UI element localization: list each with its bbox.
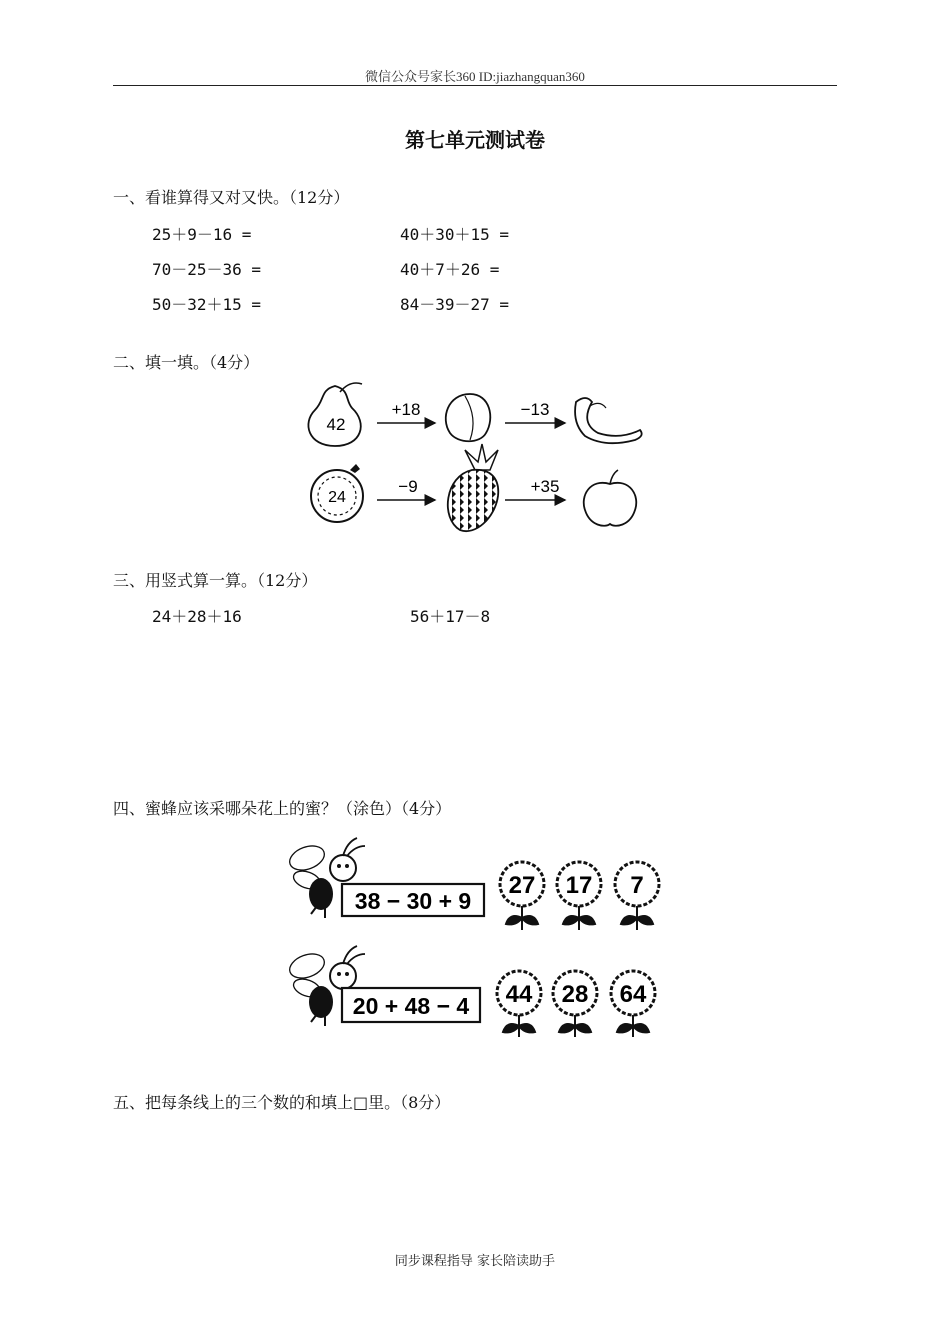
apple-icon	[584, 470, 637, 526]
section1-heading: 一、看谁算得又对又快。（12分）	[113, 188, 350, 207]
flower-icon	[557, 862, 601, 930]
pineapple-icon	[448, 444, 498, 531]
page-header: 微信公众号家长360 ID:jiazhangquan360	[365, 69, 585, 84]
operation-label: +35	[530, 477, 560, 496]
flower-number: 28	[561, 981, 589, 1008]
pear-number: 42	[326, 415, 346, 434]
flower-number: 17	[565, 872, 593, 899]
pear-icon	[308, 383, 362, 446]
section2-heading: 二、填一填。（4分）	[113, 353, 260, 372]
flower-number: 27	[508, 872, 536, 899]
peach-icon	[446, 394, 491, 441]
header-rule	[113, 85, 837, 86]
equation: 70－25－36 =	[152, 260, 262, 279]
vertical-problem: 24＋28＋16	[152, 607, 242, 626]
equation: 84－39－27 =	[400, 295, 510, 314]
flower-icon	[611, 971, 655, 1037]
operation-label: −9	[398, 477, 418, 496]
equation: 50－32＋15 =	[152, 295, 262, 314]
vertical-problem: 56＋17－8	[410, 607, 491, 626]
equation: 25＋9－16 =	[152, 225, 252, 244]
bee-expression: 38 − 30 + 9	[354, 888, 472, 914]
flower-number: 7	[630, 872, 644, 899]
flower-icon	[615, 862, 659, 930]
bee-flower-figure	[285, 832, 675, 1042]
flower-number: 44	[505, 981, 533, 1008]
flower-icon	[553, 971, 597, 1037]
section4-heading: 四、蜜蜂应该采哪朵花上的蜜？（涂色）（4分）	[113, 799, 452, 818]
section5-heading: 五、把每条线上的三个数的和填上□里。（8分）	[113, 1093, 451, 1112]
flower-icon	[500, 862, 544, 930]
page-footer: 同步课程指导 家长陪读助手	[394, 1254, 556, 1269]
operation-label: −13	[520, 400, 550, 419]
flower-icon	[497, 971, 541, 1037]
watermelon-icon	[311, 464, 363, 522]
page-title: 第七单元测试卷	[405, 128, 545, 152]
section3-heading: 三、用竖式算一算。（12分）	[113, 571, 318, 590]
operation-label: +18	[391, 400, 421, 419]
equation: 40＋30＋15 =	[400, 225, 510, 244]
watermelon-number: 24	[328, 489, 346, 506]
bee-expression: 20 + 48 − 4	[352, 993, 470, 1019]
flower-number: 64	[619, 981, 647, 1008]
fruit-chain-figure	[300, 378, 650, 533]
banana-icon	[575, 398, 642, 443]
equation: 40＋7＋26 =	[400, 260, 500, 279]
